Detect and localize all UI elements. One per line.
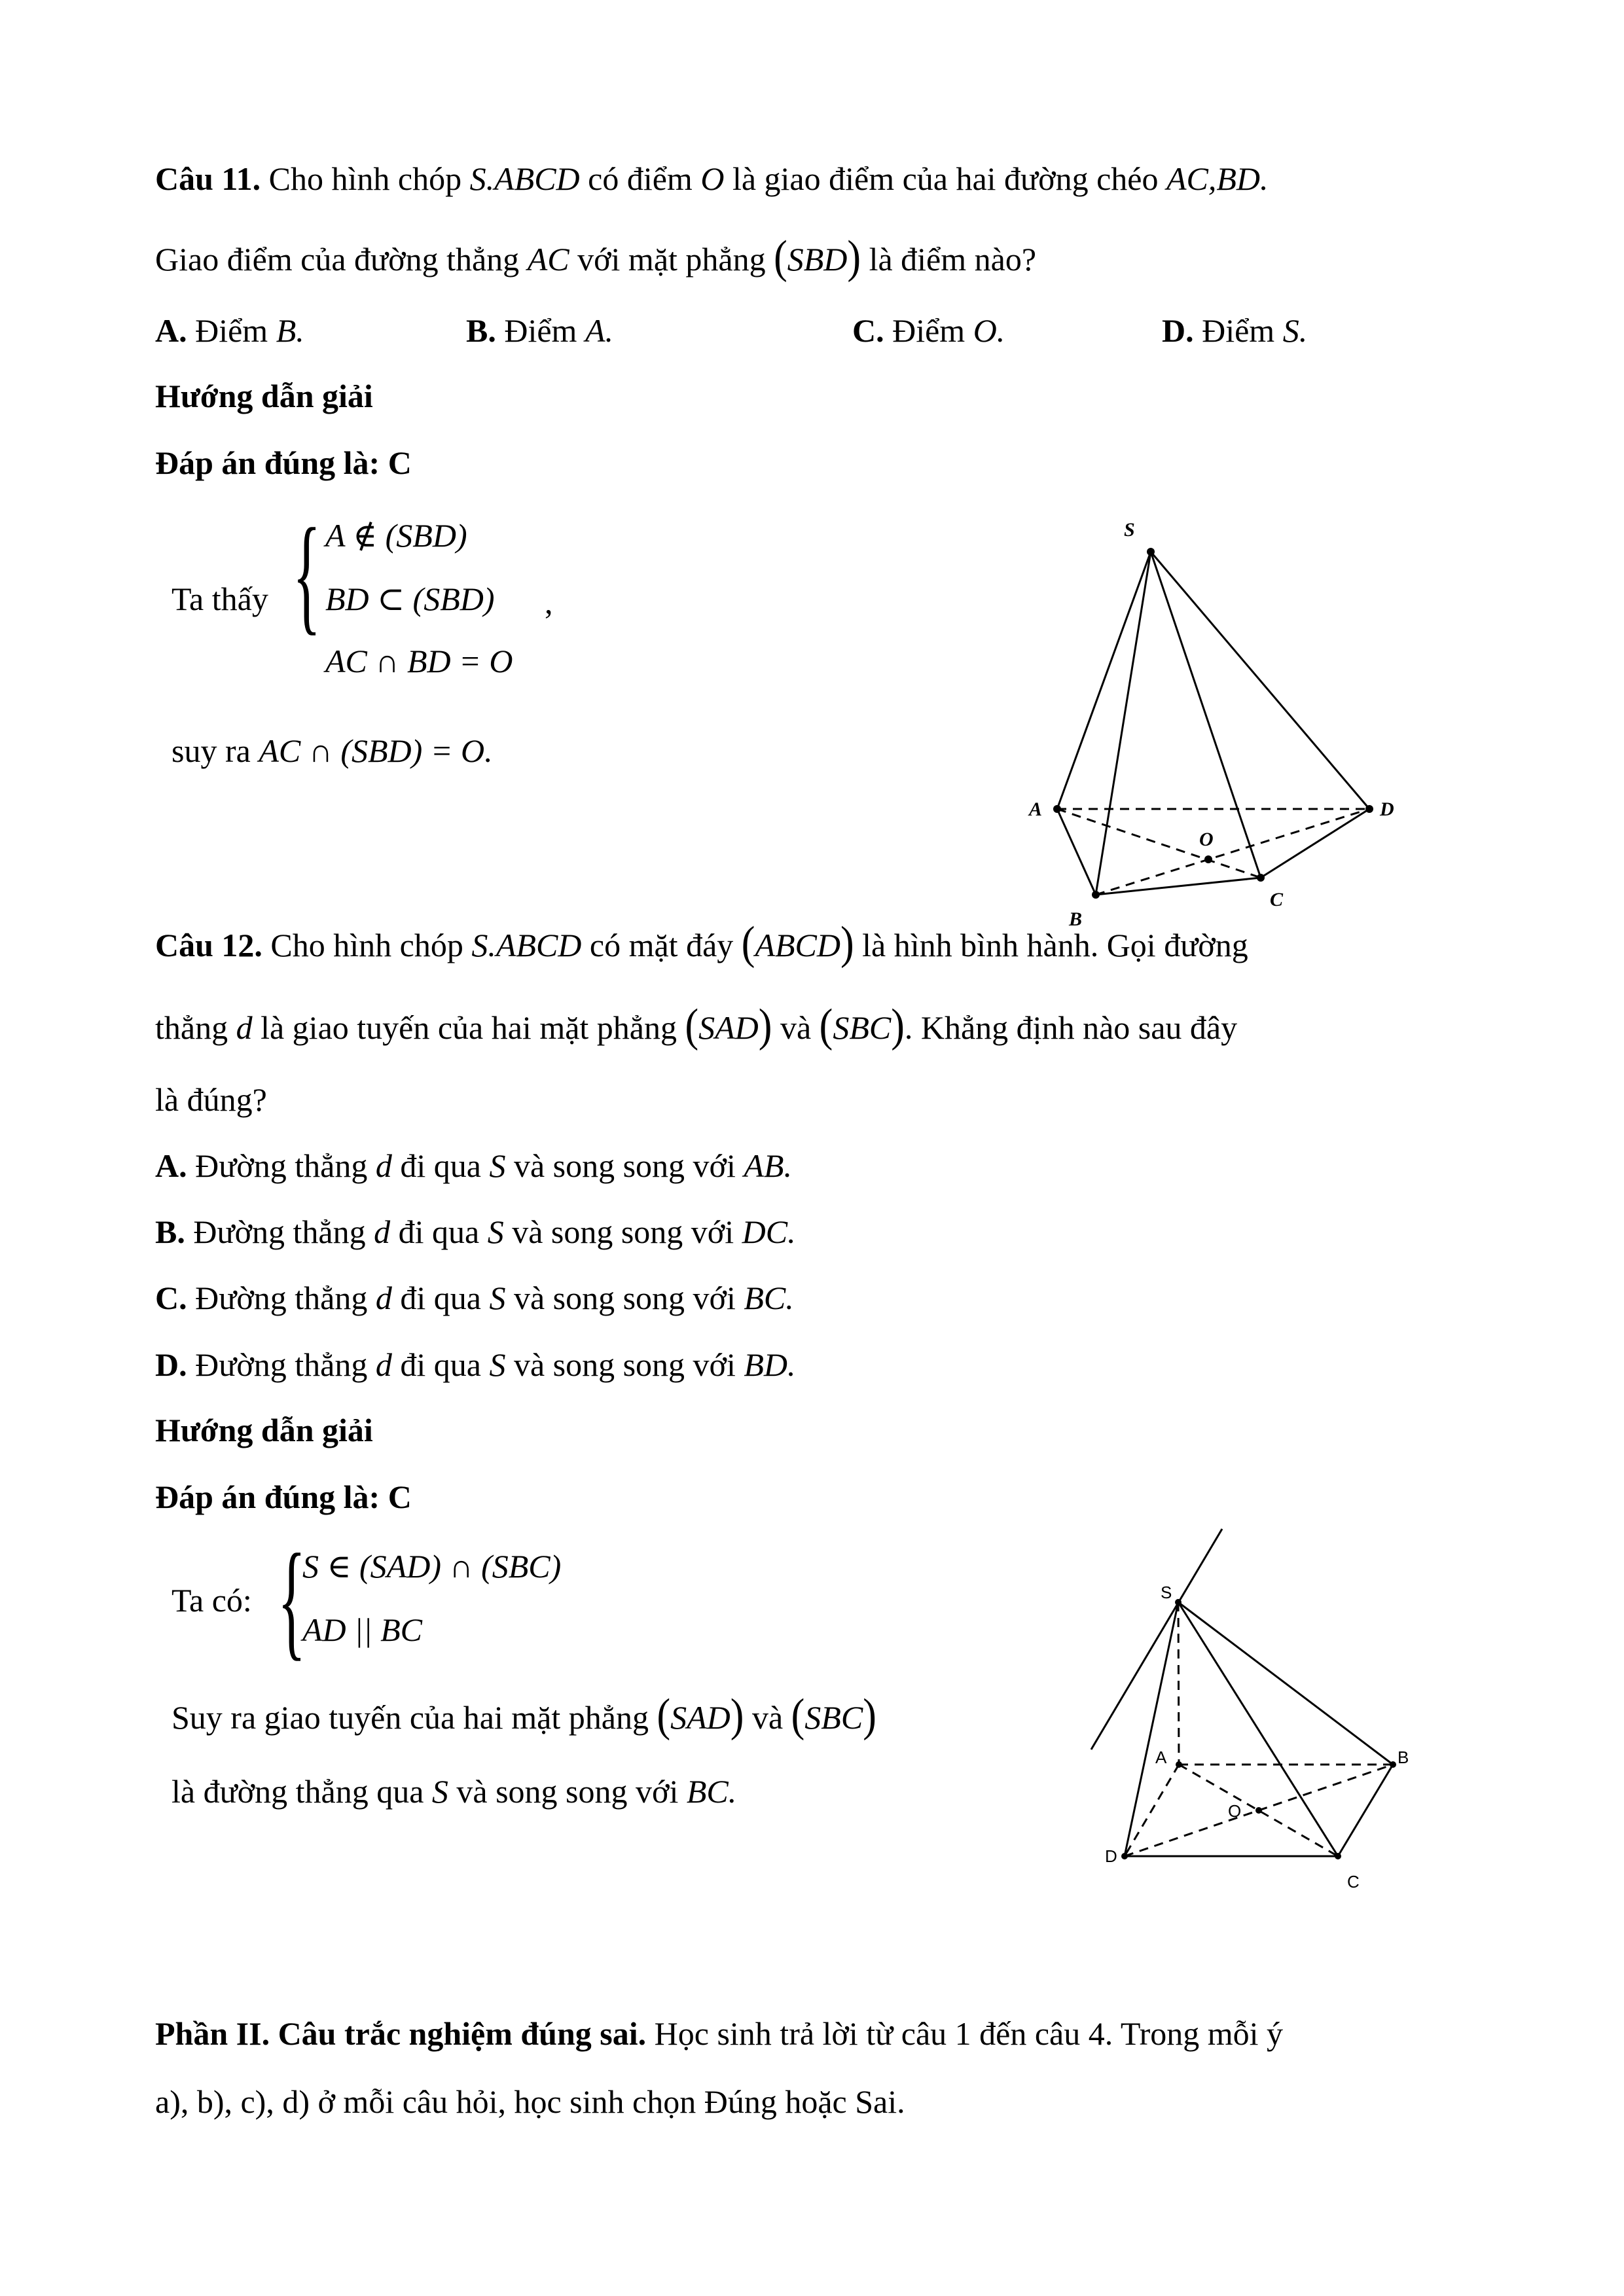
option-text: Điểm	[504, 312, 577, 349]
label-b: B	[1398, 1748, 1409, 1767]
label-c: C	[1270, 889, 1284, 910]
text: đi qua	[400, 1147, 481, 1184]
q12-system-line2: AD || BC	[302, 1611, 423, 1648]
option-letter: C.	[852, 312, 884, 349]
q11-system-line2: BD ⊂ (SBD)	[325, 581, 495, 617]
option-math: O.	[973, 312, 1005, 349]
math: S.ABCD	[469, 160, 580, 197]
option-letter: D.	[155, 1346, 187, 1383]
math: DC.	[742, 1213, 796, 1250]
math: S	[489, 1147, 506, 1184]
text: Cho hình chóp	[270, 927, 463, 963]
q11-answer: Đáp án đúng là: C	[155, 444, 412, 481]
text: Đường thẳng	[195, 1280, 368, 1316]
label-a: A	[1155, 1748, 1167, 1767]
option-letter: A.	[155, 312, 187, 349]
paren: )	[891, 999, 905, 1052]
text: đi qua	[398, 1213, 480, 1250]
paren: (	[819, 999, 833, 1052]
paren: (	[657, 1689, 671, 1742]
label-d: D	[1105, 1846, 1117, 1866]
math: O	[700, 160, 725, 197]
part2-title: Phần II. Câu trắc nghiệm đúng sai.	[155, 2015, 647, 2052]
paren: )	[863, 1689, 876, 1742]
math: d	[375, 1346, 392, 1383]
text: và	[751, 1699, 784, 1736]
text: và song song với	[513, 1147, 736, 1184]
math: S	[487, 1213, 504, 1250]
option-letter: A.	[155, 1147, 187, 1184]
text: là giao tuyến của hai mặt phẳng	[261, 1009, 677, 1046]
math: d	[375, 1280, 392, 1316]
q11-system-line3: AC ∩ BD = O	[325, 643, 513, 679]
text: Đường thẳng	[193, 1213, 366, 1250]
option-math: S.	[1282, 312, 1308, 349]
math: AB.	[744, 1147, 792, 1184]
math: SAD	[698, 1009, 759, 1046]
paren: (	[791, 1689, 805, 1742]
text: Suy ra giao tuyến của hai mặt phẳng	[171, 1699, 649, 1736]
label-b: B	[1069, 908, 1083, 930]
text: Đường thẳng	[195, 1147, 368, 1184]
q12-stem-line3: là đúng?	[155, 1081, 267, 1118]
text: là giao điểm của hai đường chéo	[732, 160, 1159, 197]
option-letter: B.	[155, 1213, 185, 1250]
text: và song song với	[513, 1280, 736, 1316]
math: BC.	[744, 1280, 794, 1316]
text: với mặt phẳng	[577, 241, 766, 278]
q12-system-line1: S ∈ (SAD) ∩ (SBC)	[302, 1548, 562, 1585]
text: suy ra	[171, 732, 251, 769]
part2-line1	[155, 2017, 1283, 2050]
label-c: C	[1347, 1872, 1360, 1892]
option-text: Điểm	[195, 312, 268, 349]
math: BC.	[686, 1773, 737, 1810]
option-letter: C.	[155, 1280, 187, 1316]
q12-answer: Đáp án đúng là: C	[155, 1479, 412, 1515]
q11-solution-intro: Ta thấy	[171, 581, 268, 617]
text: thẳng	[155, 1009, 228, 1046]
text: Học sinh trả lời từ câu 1 đến câu 4. Trong mỗi ý	[654, 2015, 1284, 2052]
brace-icon: {	[293, 502, 321, 647]
label-s: S	[1161, 1583, 1172, 1602]
paren: )	[730, 1689, 744, 1742]
math: S	[431, 1773, 448, 1810]
paren: )	[758, 999, 772, 1052]
text: có điểm	[588, 160, 693, 197]
math: SBD	[787, 241, 848, 278]
q11-guide-title: Hướng dẫn giải	[155, 378, 373, 414]
text: là hình bình hành. Gọi đường	[862, 927, 1248, 963]
q11-system-comma: ,	[545, 584, 553, 620]
part2-line2: a), b), c), d) ở mỗi câu hỏi, học sinh chọn Đúng hoặc Sai.	[155, 2083, 905, 2120]
label-o: O	[1228, 1801, 1242, 1821]
option-math: B.	[276, 312, 304, 349]
text: là đường thẳng qua	[171, 1773, 424, 1810]
option-letter: D.	[1162, 312, 1194, 349]
math: AC,BD.	[1166, 160, 1269, 197]
label-s: S	[1124, 519, 1135, 541]
math: SBC	[833, 1009, 892, 1046]
text: và	[780, 1009, 812, 1046]
paren: )	[847, 231, 861, 283]
math: d	[374, 1213, 391, 1250]
text: đi qua	[400, 1280, 481, 1316]
q12-guide-title: Hướng dẫn giải	[155, 1412, 373, 1448]
paren: (	[685, 999, 699, 1052]
math: SAD	[670, 1699, 731, 1736]
math: AC ∩ (SBD) = O.	[259, 732, 493, 769]
text: có mặt đáy	[589, 927, 734, 963]
text: Đường thẳng	[195, 1346, 368, 1383]
text: đi qua	[400, 1346, 481, 1383]
paren: )	[840, 917, 854, 969]
option-text: Điểm	[1202, 312, 1275, 349]
label-o: O	[1199, 829, 1214, 850]
math: S	[489, 1346, 506, 1383]
option-text: Điểm	[892, 312, 965, 349]
text: và song song với	[513, 1346, 736, 1383]
q11-system-line1: A ∉ (SBD)	[325, 517, 467, 554]
math: ABCD	[755, 927, 840, 963]
paren: (	[741, 917, 755, 969]
math: BD.	[744, 1346, 796, 1383]
text: và song song với	[512, 1213, 734, 1250]
math: S	[489, 1280, 506, 1316]
q11-label: Câu 11.	[155, 160, 261, 197]
math: AC	[527, 241, 569, 278]
option-math: A.	[585, 312, 613, 349]
math: d	[236, 1009, 253, 1046]
q12-solution-intro: Ta có:	[171, 1582, 252, 1619]
text: Giao điểm của đường thẳng	[155, 241, 520, 278]
label-a: A	[1029, 798, 1043, 820]
option-letter: B.	[466, 312, 496, 349]
label-d: D	[1380, 798, 1394, 820]
brace-icon: {	[278, 1528, 306, 1672]
text: Cho hình chóp	[268, 160, 462, 197]
math: d	[375, 1147, 392, 1184]
math: S.ABCD	[471, 927, 582, 963]
text: và song song với	[456, 1773, 679, 1810]
text: . Khẳng định nào sau đây	[904, 1009, 1238, 1046]
q12-label: Câu 12.	[155, 927, 262, 963]
paren: (	[774, 231, 787, 283]
text: là điểm nào?	[869, 241, 1037, 278]
math: SBC	[804, 1699, 863, 1736]
